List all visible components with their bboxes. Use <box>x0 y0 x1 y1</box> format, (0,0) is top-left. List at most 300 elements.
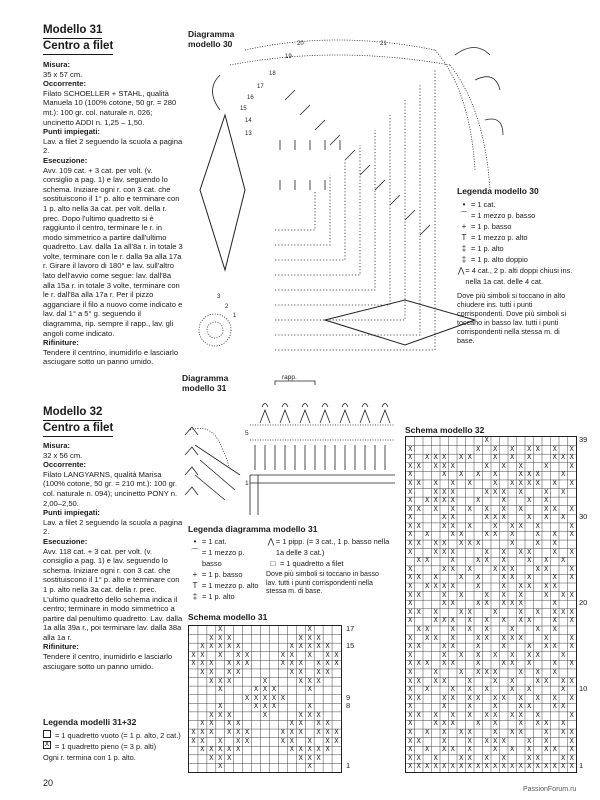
filled-cell: X <box>280 737 285 746</box>
diagram31-stitch-columns <box>250 425 395 470</box>
filled-cell: X <box>518 505 523 514</box>
filled-cell: X <box>510 540 515 549</box>
filled-cell: X <box>408 497 413 506</box>
model31-occorrente: Filato SCHOELLER + STAHL, qualità Manuela 10 (100% cotone, 50 gr. = 280 mt.): 100 gr. col. naturale n. 026; uncinetto ADDI n. 1,25 – 1,50. <box>43 88 177 127</box>
filled-cell: X <box>416 574 421 583</box>
filled-cell: X <box>467 703 472 712</box>
filled-cell: X <box>280 660 285 669</box>
model31-misura-label: Misura: <box>43 60 71 69</box>
filled-cell: X <box>298 729 303 738</box>
filled-cell: X <box>510 565 515 574</box>
filled-cell: X <box>459 531 464 540</box>
filled-cell: X <box>227 746 232 755</box>
filled-cell: X <box>442 651 447 660</box>
schema32-row-labels <box>579 436 599 773</box>
filled-cell: X <box>561 754 566 763</box>
filled-cell: X <box>518 583 523 592</box>
filled-cell: X <box>227 720 232 729</box>
filled-cell: X <box>569 729 574 738</box>
filled-cell: X <box>408 583 413 592</box>
filled-cell: X <box>218 643 223 652</box>
filled-cell: X <box>425 746 430 755</box>
filled-cell: X <box>325 729 330 738</box>
row-number-label: 15 <box>346 641 355 651</box>
legend-item <box>266 536 391 558</box>
filled-cell: X <box>191 651 196 660</box>
filled-cell: X <box>484 634 489 643</box>
filled-cell: X <box>245 737 250 746</box>
filled-cell: X <box>334 651 339 660</box>
filled-cell: X <box>450 617 455 626</box>
filled-cell: X <box>227 660 232 669</box>
model31-misura: 35 x 57 cm. <box>43 69 83 79</box>
legend30-title: Legenda modello 30 <box>457 186 539 196</box>
filled-cell: X <box>569 677 574 686</box>
filled-cell: X <box>209 729 214 738</box>
filled-cell: X <box>493 531 498 540</box>
diagram30-row-label: 1 <box>233 313 237 319</box>
filled-cell: X <box>442 703 447 712</box>
filled-cell: X <box>544 763 549 772</box>
legend-item-text: = 1 cat. <box>202 537 227 546</box>
stitch-symbol-icon: ⋀ <box>267 537 275 546</box>
diagram30-row-label: 18 <box>269 71 276 77</box>
filled-cell: X <box>442 497 447 506</box>
filled-cell: X <box>467 454 472 463</box>
legend-item-text: = 1 mezzo p. basso <box>471 211 536 220</box>
filled-cell: X <box>510 454 515 463</box>
filled-cell: X <box>307 763 312 772</box>
filled-cell: X <box>561 454 566 463</box>
filled-cell: X <box>476 540 481 549</box>
filled-cell: X <box>569 754 574 763</box>
filled-cell: X <box>467 677 472 686</box>
diagram31-picots <box>260 404 390 424</box>
legend-item-text: = 1 p. basso <box>471 222 512 231</box>
filled-cell: X <box>510 763 515 772</box>
filled-cell: X <box>510 531 515 540</box>
legend-item <box>457 210 577 221</box>
filled-cell: X <box>450 505 455 514</box>
ring-path <box>275 70 435 350</box>
filled-cell: X <box>527 497 532 506</box>
filled-cell: X <box>467 625 472 634</box>
filled-cell: X <box>307 686 312 695</box>
filled-cell: X <box>408 720 413 729</box>
filled-cell: X <box>307 677 312 686</box>
filled-cell: X <box>535 540 540 549</box>
model31-rifiniture: Tendere il centrino, inumidirlo e lasciarlo asciugare sotto un panno umido. <box>43 347 179 367</box>
filled-cell: X <box>253 686 259 695</box>
legend-item-text: = 1 mezzo p. alto <box>471 233 528 242</box>
filled-cell: X <box>289 720 294 729</box>
filled-cell: X <box>569 711 574 720</box>
filled-cell: X <box>569 763 574 772</box>
filled-cell: X <box>518 608 523 617</box>
filled-cell: X <box>544 497 549 506</box>
filled-cell: X <box>433 608 438 617</box>
model32-rifiniture: Tendere il centro, inumidirlo e lasciarlo asciugare sotto un panno umido. <box>43 652 173 671</box>
filled-cell: X <box>209 660 214 669</box>
model32-punti-label: Punti impiegati: <box>43 508 100 518</box>
filled-cell: X <box>535 651 540 660</box>
filled-cell: X <box>408 565 413 574</box>
filled-cell: X <box>245 651 250 660</box>
filled-cell: X <box>459 471 464 480</box>
filled-cell: X <box>408 505 413 514</box>
filled-cell: X <box>552 540 557 549</box>
filled-cell: X <box>280 694 285 703</box>
filled-cell: X <box>307 634 312 643</box>
diagram30-row-label: 13 <box>245 131 252 137</box>
filled-cell: X <box>476 574 481 583</box>
legend-31-32-title: Legenda modelli 31+32 <box>43 717 137 727</box>
filled-cell: X <box>518 591 523 600</box>
filled-cell: X <box>527 746 532 755</box>
filled-cell: X <box>253 703 259 712</box>
filled-cell: X <box>527 651 532 660</box>
legend30 <box>457 186 577 345</box>
filled-cell: X <box>467 737 472 746</box>
empty-square-icon <box>43 730 51 738</box>
filled-cell: X <box>307 643 312 652</box>
filled-cell: X <box>510 729 515 738</box>
filled-cell: X <box>289 643 294 652</box>
filled-cell: X <box>209 634 214 643</box>
filled-cell: X <box>518 462 523 471</box>
page-number: 20 <box>43 778 54 788</box>
filled-cell: X <box>416 737 421 746</box>
filled-cell: X <box>289 668 294 677</box>
filled-cell: X <box>442 720 447 729</box>
filled-cell: X <box>236 668 241 677</box>
filled-cell: X <box>218 746 223 755</box>
model32-occorrente: Filato LANGYARNS, qualità Marisa (100% cotone, 50 gr. = 210 mt.): 100 gr. col. naturale n. 094); uncinetto PONY n. 2,00–2,50. <box>43 469 178 508</box>
filled-cell: X <box>527 617 532 626</box>
filled-cell: X <box>316 660 321 669</box>
filled-cell: X <box>408 746 413 755</box>
filled-cell: X <box>218 651 223 660</box>
filled-cell: X <box>200 660 205 669</box>
legend-item-text: = 1 cat. <box>471 200 496 209</box>
filled-cell: X <box>450 514 455 523</box>
ring-path <box>275 145 360 275</box>
filled-cell: X <box>484 505 489 514</box>
filled-cell: X <box>408 548 413 557</box>
filled-cell: X <box>510 746 515 755</box>
filled-cell: X <box>442 729 447 738</box>
filled-cell: X <box>307 746 312 755</box>
filled-cell: X <box>569 462 574 471</box>
filled-cell: X <box>416 711 421 720</box>
filled-cell: X <box>552 660 557 669</box>
filled-cell: X <box>527 557 532 566</box>
model31-title: Modello 31 Centro a filet <box>43 23 183 55</box>
filled-cell: X <box>209 746 214 755</box>
filled-cell: X <box>442 617 447 626</box>
legend-item-text: = 1 mezzo p. basso <box>201 548 245 568</box>
filled-cell: X <box>484 557 489 566</box>
filled-cell: X <box>416 677 421 686</box>
filled-cell: X <box>200 720 205 729</box>
filled-cell: X <box>569 565 574 574</box>
filled-cell: X <box>450 557 455 566</box>
filled-cell: X <box>408 643 413 652</box>
diagram30-stitch-columns <box>280 90 430 235</box>
filled-cell: X <box>527 754 532 763</box>
filled-cell: X <box>442 694 447 703</box>
filled-cell: X <box>236 660 241 669</box>
filled-cell: X <box>298 660 303 669</box>
legend-item <box>188 536 266 547</box>
legend-item <box>457 221 577 232</box>
filled-cell: X <box>408 634 413 643</box>
filled-cell: X <box>325 720 330 729</box>
filled-cell: X <box>510 634 515 643</box>
filled-cell: X <box>467 686 472 695</box>
filled-cell: X <box>484 548 489 557</box>
filled-cell: X <box>527 686 532 695</box>
filled-cell: X <box>408 531 413 540</box>
filled-cell: X <box>476 557 481 566</box>
filled-cell: X <box>425 660 430 669</box>
filled-cell: X <box>408 754 413 763</box>
filled-cell: X <box>569 479 574 488</box>
filled-cell: X <box>552 625 557 634</box>
filled-cell: X <box>316 643 321 652</box>
schema31-grid <box>188 625 342 773</box>
filled-cell: X <box>510 660 515 669</box>
filled-cell: X <box>307 703 312 712</box>
diagram31-filet-edge <box>250 475 395 515</box>
filled-cell: X <box>433 763 438 772</box>
filled-cell: X <box>316 711 321 720</box>
diagram30-rings <box>275 70 435 350</box>
filled-cell: X <box>442 514 447 523</box>
filled-cell: X <box>493 488 498 497</box>
filled-cell: X <box>510 677 515 686</box>
filled-cell: X <box>271 694 277 703</box>
filled-cell: X <box>416 763 421 772</box>
filled-cell: X <box>450 583 455 592</box>
filled-cell: X <box>484 625 489 634</box>
filled-cell: X <box>408 694 413 703</box>
filled-cell: X <box>459 668 464 677</box>
filled-cell: X <box>433 634 438 643</box>
filled-cell: X <box>450 660 455 669</box>
filled-cell: X <box>416 462 421 471</box>
filled-cell: X <box>527 660 532 669</box>
filled-cell: X <box>262 677 268 686</box>
filled-cell: X <box>535 479 540 488</box>
filled-cell: X <box>408 617 413 626</box>
legend-item-text: = 1 p. alto doppio <box>471 255 528 264</box>
filled-cell: X <box>425 497 430 506</box>
filled-cell: X <box>325 668 330 677</box>
filled-cell: X <box>433 540 438 549</box>
filled-cell: X <box>442 737 447 746</box>
filled-cell: X <box>484 514 489 523</box>
filled-cell: X <box>569 746 574 755</box>
schema32-title: Schema modello 32 <box>405 425 485 435</box>
filled-cell: X <box>289 651 294 660</box>
filled-cell: X <box>476 471 481 480</box>
filled-square-icon: X <box>44 741 50 748</box>
filled-cell: X <box>561 514 566 523</box>
filled-cell: X <box>227 754 232 763</box>
filled-cell: X <box>262 694 268 703</box>
filled-cell: X <box>476 720 481 729</box>
filled-cell: X <box>569 454 574 463</box>
legend-item-text: = 1 mezzo p. alto <box>202 581 259 590</box>
filled-cell: X <box>209 720 214 729</box>
filled-cell: X <box>535 565 540 574</box>
filled-cell: X <box>569 643 574 652</box>
stitch-symbol-icon: ⌒ <box>460 211 468 220</box>
filled-cell: X <box>544 583 549 592</box>
filled-cell: X <box>484 668 489 677</box>
filled-cell: X <box>493 651 498 660</box>
filled-cell: X <box>527 737 532 746</box>
filled-cell: X <box>459 574 464 583</box>
diagram30-diamond-bottom <box>325 300 475 345</box>
filled-cell: X <box>484 737 489 746</box>
filled-cell: X <box>544 720 549 729</box>
filled-cell: X <box>467 608 472 617</box>
filled-cell: X <box>280 729 285 738</box>
filled-cell: X <box>245 729 250 738</box>
filled-cell: X <box>450 462 455 471</box>
filled-cell: X <box>561 488 566 497</box>
filled-cell: X <box>501 497 506 506</box>
filled-cell: X <box>501 634 506 643</box>
filled-cell: X <box>408 651 413 660</box>
stitch-symbol-icon: T <box>461 233 467 242</box>
filled-cell: X <box>484 754 489 763</box>
row-number-label: 20 <box>579 598 588 608</box>
filled-cell: X <box>191 729 196 738</box>
filled-cell: X <box>262 711 268 720</box>
filled-cell: X <box>569 522 574 531</box>
filled-cell: X <box>535 711 540 720</box>
stitch-symbol-icon: ‡ <box>192 592 198 601</box>
filled-cell: X <box>569 634 574 643</box>
filled-cell: X <box>325 651 330 660</box>
filled-cell: X <box>518 763 523 772</box>
filled-cell: X <box>425 454 430 463</box>
filled-cell: X <box>527 548 532 557</box>
model31-punti-label: Punti impiegati: <box>43 127 100 137</box>
filled-cell: X <box>493 608 498 617</box>
filled-cell: X <box>459 651 464 660</box>
diagram31-chart <box>180 375 400 515</box>
filled-cell: X <box>450 711 455 720</box>
filled-cell: X <box>450 763 455 772</box>
filled-cell: X <box>433 479 438 488</box>
filled-cell: X <box>501 462 506 471</box>
filled-cell: X <box>227 677 232 686</box>
diagram31-corner <box>185 427 240 500</box>
filled-cell: X <box>527 445 532 454</box>
filled-cell: X <box>561 608 566 617</box>
filled-cell: X <box>501 505 506 514</box>
filled-cell: X <box>307 754 312 763</box>
legend-diagram31-left <box>188 536 266 602</box>
filled-cell: X <box>433 574 438 583</box>
filled-cell: X <box>209 711 214 720</box>
filled-cell: X <box>200 651 205 660</box>
rapp-bracket <box>275 381 315 385</box>
filled-cell: X <box>569 505 574 514</box>
filled-cell: X <box>501 694 506 703</box>
legend-item <box>188 569 266 580</box>
filled-cell: X <box>236 720 241 729</box>
filled-cell: X <box>561 471 566 480</box>
filled-cell: X <box>416 557 421 566</box>
filled-cell: X <box>200 746 205 755</box>
filled-cell: X <box>569 608 574 617</box>
filled-cell: X <box>476 497 481 506</box>
filled-cell: X <box>298 720 303 729</box>
stitch-symbol-icon: • <box>193 537 197 546</box>
filled-cell: X <box>459 591 464 600</box>
filled-cell: X <box>218 634 223 643</box>
filled-cell: X <box>262 703 268 712</box>
diagram30-row-label: 15 <box>240 106 247 112</box>
filled-cell: X <box>501 514 506 523</box>
diagram31-title: Diagramma modello 31 <box>182 373 229 393</box>
filled-cell: X <box>442 643 447 652</box>
filled-cell: X <box>493 763 498 772</box>
filled-cell: X <box>450 497 455 506</box>
filled-cell: X <box>253 694 259 703</box>
legend-31-32-item: X = 1 quadretto pieno (= 3 p. alti) <box>44 741 157 751</box>
filled-cell: X <box>518 600 523 609</box>
filled-cell: X <box>416 505 421 514</box>
filled-cell: X <box>442 600 447 609</box>
filled-cell: X <box>433 711 438 720</box>
filled-cell: X <box>501 565 506 574</box>
model31-rifiniture-label: Rifiniture: <box>43 338 79 348</box>
filled-cell: X <box>307 626 312 634</box>
filled-cell: X <box>209 754 214 763</box>
filled-cell: X <box>544 557 549 566</box>
filled-cell: X <box>476 634 481 643</box>
filled-cell: X <box>518 711 523 720</box>
filled-cell: X <box>552 583 557 592</box>
filled-cell: X <box>535 445 540 454</box>
filled-cell: X <box>493 729 498 738</box>
filled-cell: X <box>450 634 455 643</box>
diagram30-row-label: 14 <box>245 118 252 124</box>
filled-cell: X <box>408 677 413 686</box>
filled-cell: X <box>535 522 540 531</box>
filled-cell: X <box>535 677 540 686</box>
stitch-symbol-icon: ⋀ <box>457 266 465 275</box>
diagram30-row-label: 17 <box>257 84 264 90</box>
filled-cell: X <box>527 514 532 523</box>
filled-cell: X <box>416 591 421 600</box>
filled-cell: X <box>484 686 489 695</box>
filled-cell: X <box>433 754 438 763</box>
filled-cell: X <box>218 686 223 695</box>
filled-cell: X <box>535 763 540 772</box>
filled-cell: X <box>518 720 523 729</box>
filled-cell: X <box>569 445 574 454</box>
filled-cell: X <box>408 763 413 772</box>
filled-cell: X <box>236 737 241 746</box>
diagram31-rapp-label: rapp. <box>282 375 297 381</box>
